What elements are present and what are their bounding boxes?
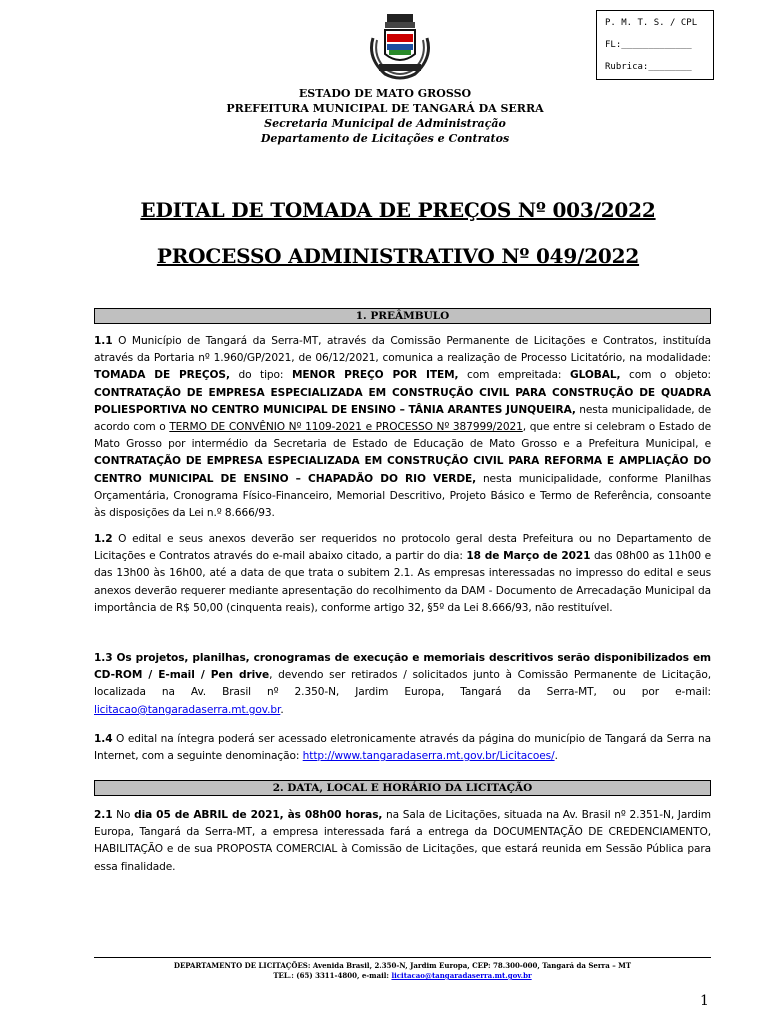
bold-text: dia 05 de ABRIL de 2021, às 08h00 horas,	[134, 809, 383, 821]
rubrica-line: Rubrica:________	[605, 62, 692, 72]
item-number: 1.1	[94, 335, 113, 347]
text: nesta municipalidade, conforme Planilhas Orçamentária, Cronograma Físico-Financeiro, Memorial Descritivo, Projeto Básico e Termo de Referência, consoante às disposições da Lei n.º 8.666/93.	[94, 472, 711, 520]
prefecture-name: PREFEITURA MUNICIPAL DE TANGARÁ DA SERRA	[226, 102, 544, 115]
text: com empreitada:	[458, 369, 570, 382]
text: No	[112, 809, 135, 821]
text: com o objeto:	[620, 369, 711, 382]
text: O Município de Tangará da Serra-MT, através da Comissão Permanente de Licitações e Contratos, instituída através da Portaria nº 1.960/GP/2021, de 06/12/2021, comunica a realização de Processo Licitatório, na modalidade:	[94, 335, 711, 365]
bold-text: 18 de Março de 2021	[466, 550, 591, 563]
text: , devendo ser retirados / solicitados junto à Comissão Permanente de Licitação, localizada na Av. Brasil nº 2.350-N, Jardim Europa, Tangará da Serra-MT, ou por e-mail:	[94, 669, 711, 699]
footer-phone: TEL.: (65) 3311-4800, e-mail:	[273, 971, 392, 980]
item-number: 2.1	[94, 809, 113, 821]
paragraph-1-4	[94, 731, 711, 765]
text: .	[280, 703, 284, 716]
paragraph-1-3	[94, 650, 711, 719]
page-footer	[94, 961, 711, 981]
item-number: 1.2	[94, 533, 113, 545]
bold-text: TOMADA DE PREÇOS,	[94, 369, 230, 382]
bold-text: CONTRATAÇÃO DE EMPRESA ESPECIALIZADA EM CONSTRUÇÃO CIVIL PARA CONSTRUÇÃO DE QUADRA POLIESPORTIVA NO CENTRO MUNICIPAL DE ENSINO – TÂNIA ARANTES JUNQUEIRA,	[94, 386, 711, 416]
paragraph-1-1	[94, 333, 711, 522]
section-heading-preambulo: 1. PREÂMBULO	[94, 308, 711, 324]
municipal-coat-of-arms-icon	[365, 8, 435, 83]
page-number: 1	[700, 993, 709, 1009]
state-name: ESTADO DE MATO GROSSO	[298, 87, 472, 100]
department-name: Departamento de Licitações e Contratos	[260, 132, 510, 145]
licitacoes-url-link[interactable]: http://www.tangaradaserra.mt.gov.br/Licitacoes/	[302, 750, 555, 763]
item-number: 1.3	[94, 652, 113, 664]
text: O edital na íntegra poderá ser acessado eletronicamente através da página do município de Tangará da Serra na Internet, com a seguinte denominação:	[94, 733, 711, 763]
text: na Sala de Licitações, situada na Av. Brasil nº 2.351-N, Jardim Europa, Tangará da Serra-MT, a empresa interessada fará a entrega da DOCUMENTAÇÃO DE CREDENCIAMENTO, HABILITAÇÃO e de sua PROPOSTA COMERCIAL à Comissão de Licitações, que estará reunida em Sessão Pública para essa finalidade.	[94, 809, 711, 873]
item-number: 1.4	[94, 733, 113, 745]
bold-text: Os projetos, planilhas, cronogramas de execução e memoriais descritivos serão disponibilizados em CD-ROM / E-mail / Pen drive	[94, 652, 711, 682]
text: O edital e seus anexos deverão ser requeridos no protocolo geral desta Prefeitura ou no Departamento de Licitações e Contratos através do e-mail abaixo citado, a partir do dia:	[94, 533, 711, 563]
text: nesta municipalidade, de acordo com o	[94, 403, 711, 434]
cpl-line: P. M. T. S. / CPL	[605, 18, 698, 28]
bold-text: MENOR PREÇO POR ITEM,	[291, 369, 459, 382]
bold-text: GLOBAL,	[569, 369, 621, 382]
footer-contact	[94, 971, 711, 981]
footer-divider	[94, 957, 711, 958]
paragraph-2-1	[94, 807, 711, 876]
underlined-text: TERMO DE CONVÊNIO Nº 1109-2021 e PROCESSO Nº 387999/2021	[169, 421, 523, 434]
secretariat-name: Secretaria Municipal de Administração	[264, 117, 506, 130]
paragraph-1-2	[94, 531, 711, 617]
footer-email-link[interactable]: licitacao@tangaradaserra.mt.gov.br	[391, 971, 532, 980]
edital-title: EDITAL DE TOMADA DE PREÇOS Nº 003/2022	[140, 198, 656, 222]
text: do tipo:	[229, 369, 292, 382]
text: , que entre si celebram o Estado de Mato Grosso por intermédio da Secretaria de Estado de Educação de Mato Grosso e a Prefeitura Municipal, e	[94, 421, 711, 451]
folha-line: FL:_____________	[605, 40, 692, 50]
processo-title: PROCESSO ADMINISTRATIVO Nº 049/2022	[156, 244, 640, 268]
footer-address: DEPARTAMENTO DE LICITAÇÕES: Avenida Brasil, 2.350-N, Jardim Europa, CEP: 78.300-000, Tangará da Serra – MT	[173, 961, 632, 970]
bold-text: CONTRATAÇÃO DE EMPRESA ESPECIALIZADA EM CONSTRUÇÃO CIVIL PARA REFORMA E AMPLIAÇÃO DO CENTRO MUNICIPAL DE ENSINO – CHAPADÃO DO RIO VERDE,	[94, 455, 711, 485]
text: das 08h00 as 11h00 e das 13h00 às 16h00, até a data de que trata o subitem 2.1. As empresas interessadas no impresso do edital e seus anexos deverão requerer mediante apresentação do recolhimento da DAM - Documento de Arrecadação Municipal da importância de R$ 50,00 (cinquenta reais), conforme artigo 32, §5º da Lei 8.666/93, não restituível.	[94, 550, 711, 614]
section-heading-data-local: 2. DATA, LOCAL E HORÁRIO DA LICITAÇÃO	[94, 780, 711, 796]
email-link[interactable]: licitacao@tangaradaserra.mt.gov.br	[94, 703, 281, 716]
text: .	[554, 750, 558, 763]
document-header	[0, 86, 770, 146]
cpl-stamp-box	[596, 10, 714, 80]
